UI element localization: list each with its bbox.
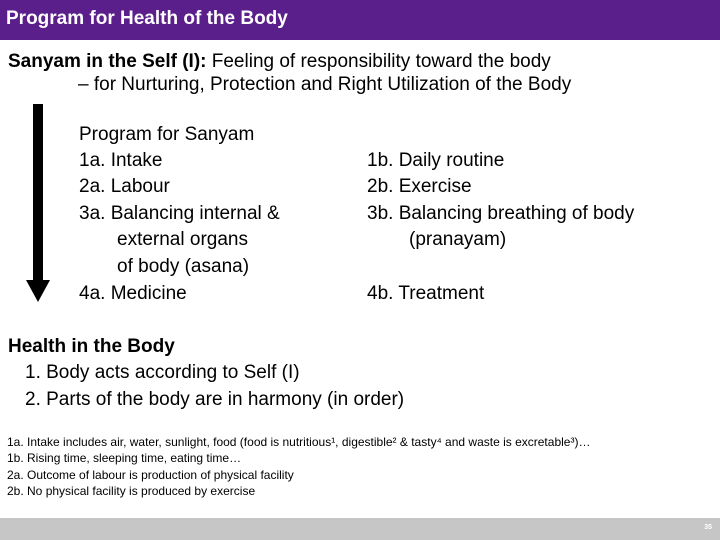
sanyam-description-line2: – for Nurturing, Protection and Right Utilization of the Body xyxy=(78,74,572,95)
program-left-3: 3a. Balancing internal & xyxy=(79,203,280,224)
down-arrow-icon xyxy=(26,104,50,302)
program-left-4: 4a. Medicine xyxy=(79,283,187,304)
footnote-2b: 2b. No physical facility is produced by exercise xyxy=(7,483,256,498)
program-heading: Program for Sanyam xyxy=(79,124,255,145)
footnote-1a: 1a. Intake includes air, water, sunlight, food (food is nutritious¹, digestible² & tasty⁴ and waste is excretable³)… xyxy=(7,435,591,449)
program-right-2: 2b. Exercise xyxy=(367,176,472,197)
footnote-2a: 2a. Outcome of labour is production of physical facility xyxy=(7,467,294,482)
sanyam-heading: Sanyam in the Self (I): xyxy=(8,51,207,72)
title-bar xyxy=(0,0,720,40)
program-left-3-cont2: of body (asana) xyxy=(117,256,250,277)
program-left-3-cont: external organs xyxy=(117,229,248,250)
slide-title: Program for Health of the Body xyxy=(6,8,288,29)
health-heading: Health in the Body xyxy=(8,336,175,357)
health-item-1: 1. Body acts according to Self (I) xyxy=(25,362,300,383)
program-left-2: 2a. Labour xyxy=(79,176,170,197)
program-right-3-cont: (pranayam) xyxy=(409,229,507,250)
footnotes xyxy=(7,434,590,499)
footnote-1b: 1b. Rising time, sleeping time, eating time… xyxy=(7,451,242,466)
program-right-1: 1b. Daily routine xyxy=(367,150,505,171)
sanyam-description: Feeling of responsibility toward the body xyxy=(206,51,551,72)
health-item-2: 2. Parts of the body are in harmony (in order) xyxy=(25,389,405,410)
program-right-4: 4b. Treatment xyxy=(367,283,485,304)
page-number: 35 xyxy=(704,524,712,531)
program-left-1: 1a. Intake xyxy=(79,150,163,171)
program-right-3: 3b. Balancing breathing of body xyxy=(367,203,635,224)
footer-bar xyxy=(0,518,720,540)
